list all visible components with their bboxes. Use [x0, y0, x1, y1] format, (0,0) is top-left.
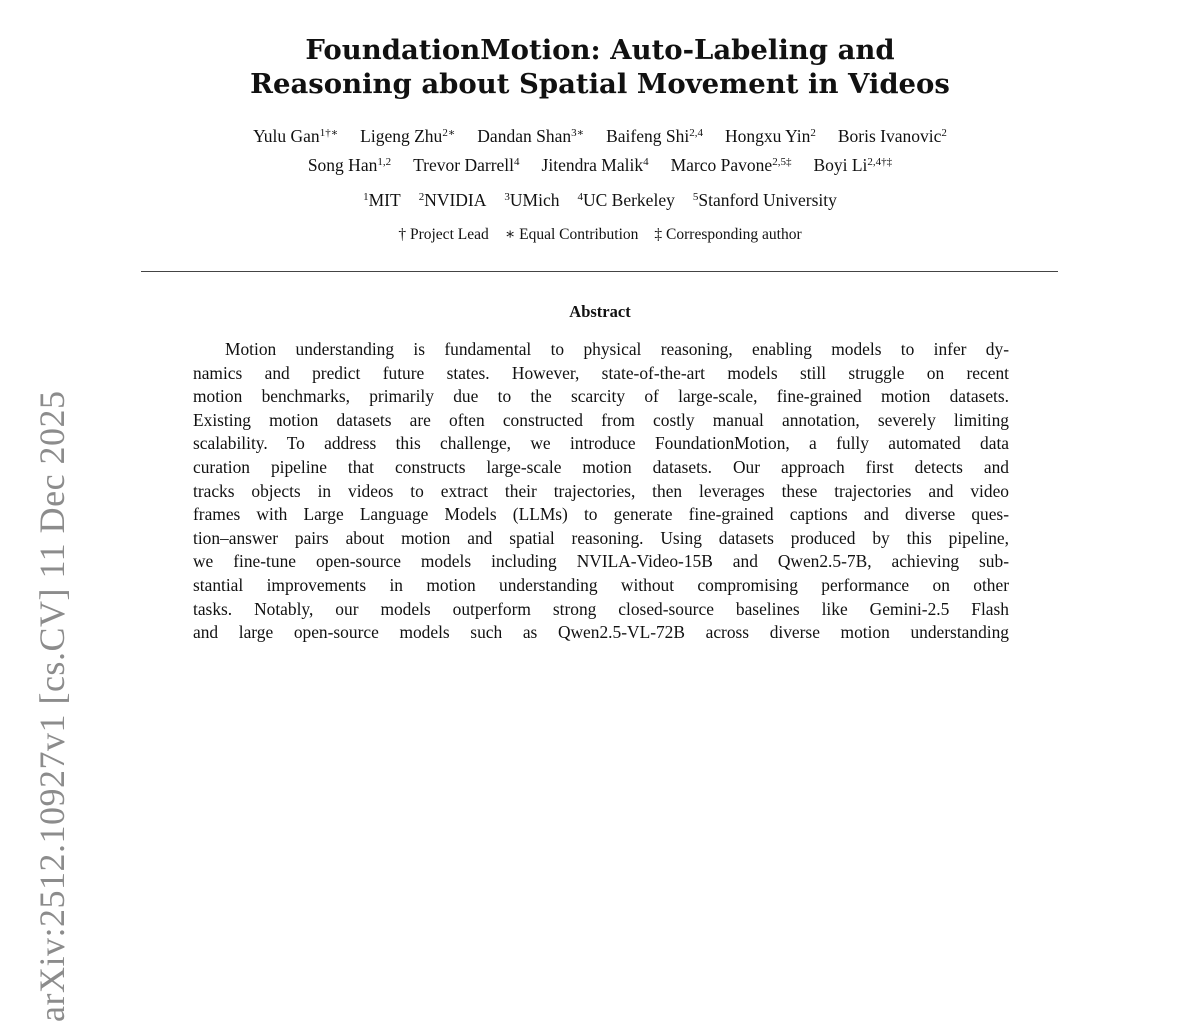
author-affiliation-mark: 1†∗: [319, 127, 339, 139]
affiliation-index: 5: [692, 191, 699, 203]
affiliation-name: UMich: [509, 190, 560, 210]
author-name: Ligeng Zhu: [360, 126, 443, 146]
author: [671, 155, 792, 175]
header-rule: [141, 271, 1058, 272]
affiliation-name: Stanford University: [698, 190, 837, 210]
abstract-line: we fine-tune open-source models including NVILA-Video-15B and Qwen2.5-7B, achieving sub-: [193, 551, 1009, 572]
author-name: Trevor Darrell: [413, 155, 515, 175]
affiliation: [363, 190, 401, 210]
abstract-line: namics and predict future states. However, state-of-the-art models still struggle on recent: [193, 362, 1009, 383]
abstract-line: tion–answer pairs about motion and spatial reasoning. Using datasets produced by this pipeline,: [193, 527, 1009, 548]
abstract-line: tracks objects in videos to extract their trajectories, then leverages these trajectories and video: [193, 480, 1009, 501]
affiliation: [419, 190, 487, 210]
note-text: Corresponding author: [666, 226, 802, 243]
author-note: [654, 226, 801, 243]
author-name: Boyi Li: [813, 155, 868, 175]
abstract-line: Motion understanding is fundamental to physical reasoning, enabling models to infer dy-: [225, 339, 1009, 359]
note-symbol: †: [398, 226, 407, 243]
author: [253, 126, 338, 146]
author-affiliation-mark: 2: [941, 127, 947, 139]
affiliations: [0, 192, 1200, 210]
author: [606, 126, 703, 146]
author-name: Jitendra Malik: [541, 155, 644, 175]
author: [725, 126, 816, 146]
author: [413, 155, 519, 175]
author-affiliation-mark: 3∗: [571, 127, 585, 139]
author-affiliation-mark: 2,4: [689, 127, 703, 139]
author-name: Boris Ivanovic: [837, 126, 942, 146]
author-note: [398, 226, 488, 243]
author-affiliation-mark: 4: [643, 156, 649, 168]
affiliation: [504, 190, 559, 210]
affiliation: [693, 190, 837, 210]
note-symbol: ∗: [504, 226, 516, 243]
note-text: Equal Contribution: [519, 226, 639, 243]
author-affiliation-mark: 2∗: [442, 127, 456, 139]
abstract-line: stantial improvements in motion understanding without compromising performance on other: [193, 574, 1009, 595]
paper-title-line-1: FoundationMotion: Auto-Labeling and: [305, 34, 895, 66]
abstract-line: and large open-source models such as Qwen2.5-VL-72B across diverse motion understanding: [193, 622, 1009, 643]
abstract-line: scalability. To address this challenge, we introduce FoundationMotion, a fully automated data: [193, 433, 1009, 454]
affiliation-index: 1: [363, 191, 369, 203]
note-symbol: ‡: [654, 226, 663, 243]
abstract-heading: Abstract: [569, 302, 631, 321]
author-row-2: [0, 157, 1200, 175]
affiliation: [577, 190, 674, 210]
author: [308, 155, 391, 175]
affiliation-name: UC Berkeley: [582, 190, 675, 210]
paper-title-line-2: Reasoning about Spatial Movement in Videos: [250, 68, 950, 100]
affiliation-index: 3: [504, 191, 510, 203]
author-name: Baifeng Shi: [606, 126, 690, 146]
abstract-line: motion benchmarks, primarily due to the scarcity of large-scale, fine-grained motion datasets.: [193, 386, 1009, 407]
author-name: Marco Pavone: [670, 155, 773, 175]
author-affiliation-mark: 2,4†‡: [867, 156, 893, 168]
author: [477, 126, 584, 146]
author: [838, 126, 947, 146]
author-name: Yulu Gan: [253, 126, 320, 146]
abstract-line: frames with Large Language Models (LLMs) to generate fine-grained captions and diverse ques-: [193, 504, 1009, 525]
author-name: Song Han: [307, 155, 378, 175]
author-affiliation-mark: 4: [514, 156, 520, 168]
note-text: Project Lead: [409, 226, 489, 243]
abstract-body: [193, 338, 1009, 645]
author: [542, 155, 649, 175]
author-name: Hongxu Yin: [724, 126, 811, 146]
author-name: Dandan Shan: [477, 126, 572, 146]
abstract-line: curation pipeline that constructs large-scale motion datasets. Our approach first detects and: [193, 456, 1009, 477]
author-note: [505, 226, 639, 243]
affiliation-name: NVIDIA: [424, 190, 487, 210]
abstract-line: tasks. Notably, our models outperform strong closed-source baselines like Gemini-2.5 Flash: [193, 598, 1009, 619]
author-affiliation-mark: 2,5‡: [772, 156, 792, 168]
abstract-line: Existing motion datasets are often constructed from costly manual annotation, severely limiting: [193, 409, 1009, 430]
affiliation-name: MIT: [368, 190, 401, 210]
affiliation-index: 4: [577, 191, 583, 203]
affiliation-index: 2: [418, 191, 425, 203]
author-affiliation-mark: 1,2: [377, 156, 392, 168]
author-notes: [0, 227, 1200, 243]
author-row-1: [0, 128, 1200, 146]
author: [813, 155, 892, 175]
author-affiliation-mark: 2: [810, 127, 816, 139]
arxiv-side-stamp: arXiv:2512.10927v1 [cs.CV] 11 Dec 2025: [32, 390, 72, 1022]
author: [360, 126, 455, 146]
